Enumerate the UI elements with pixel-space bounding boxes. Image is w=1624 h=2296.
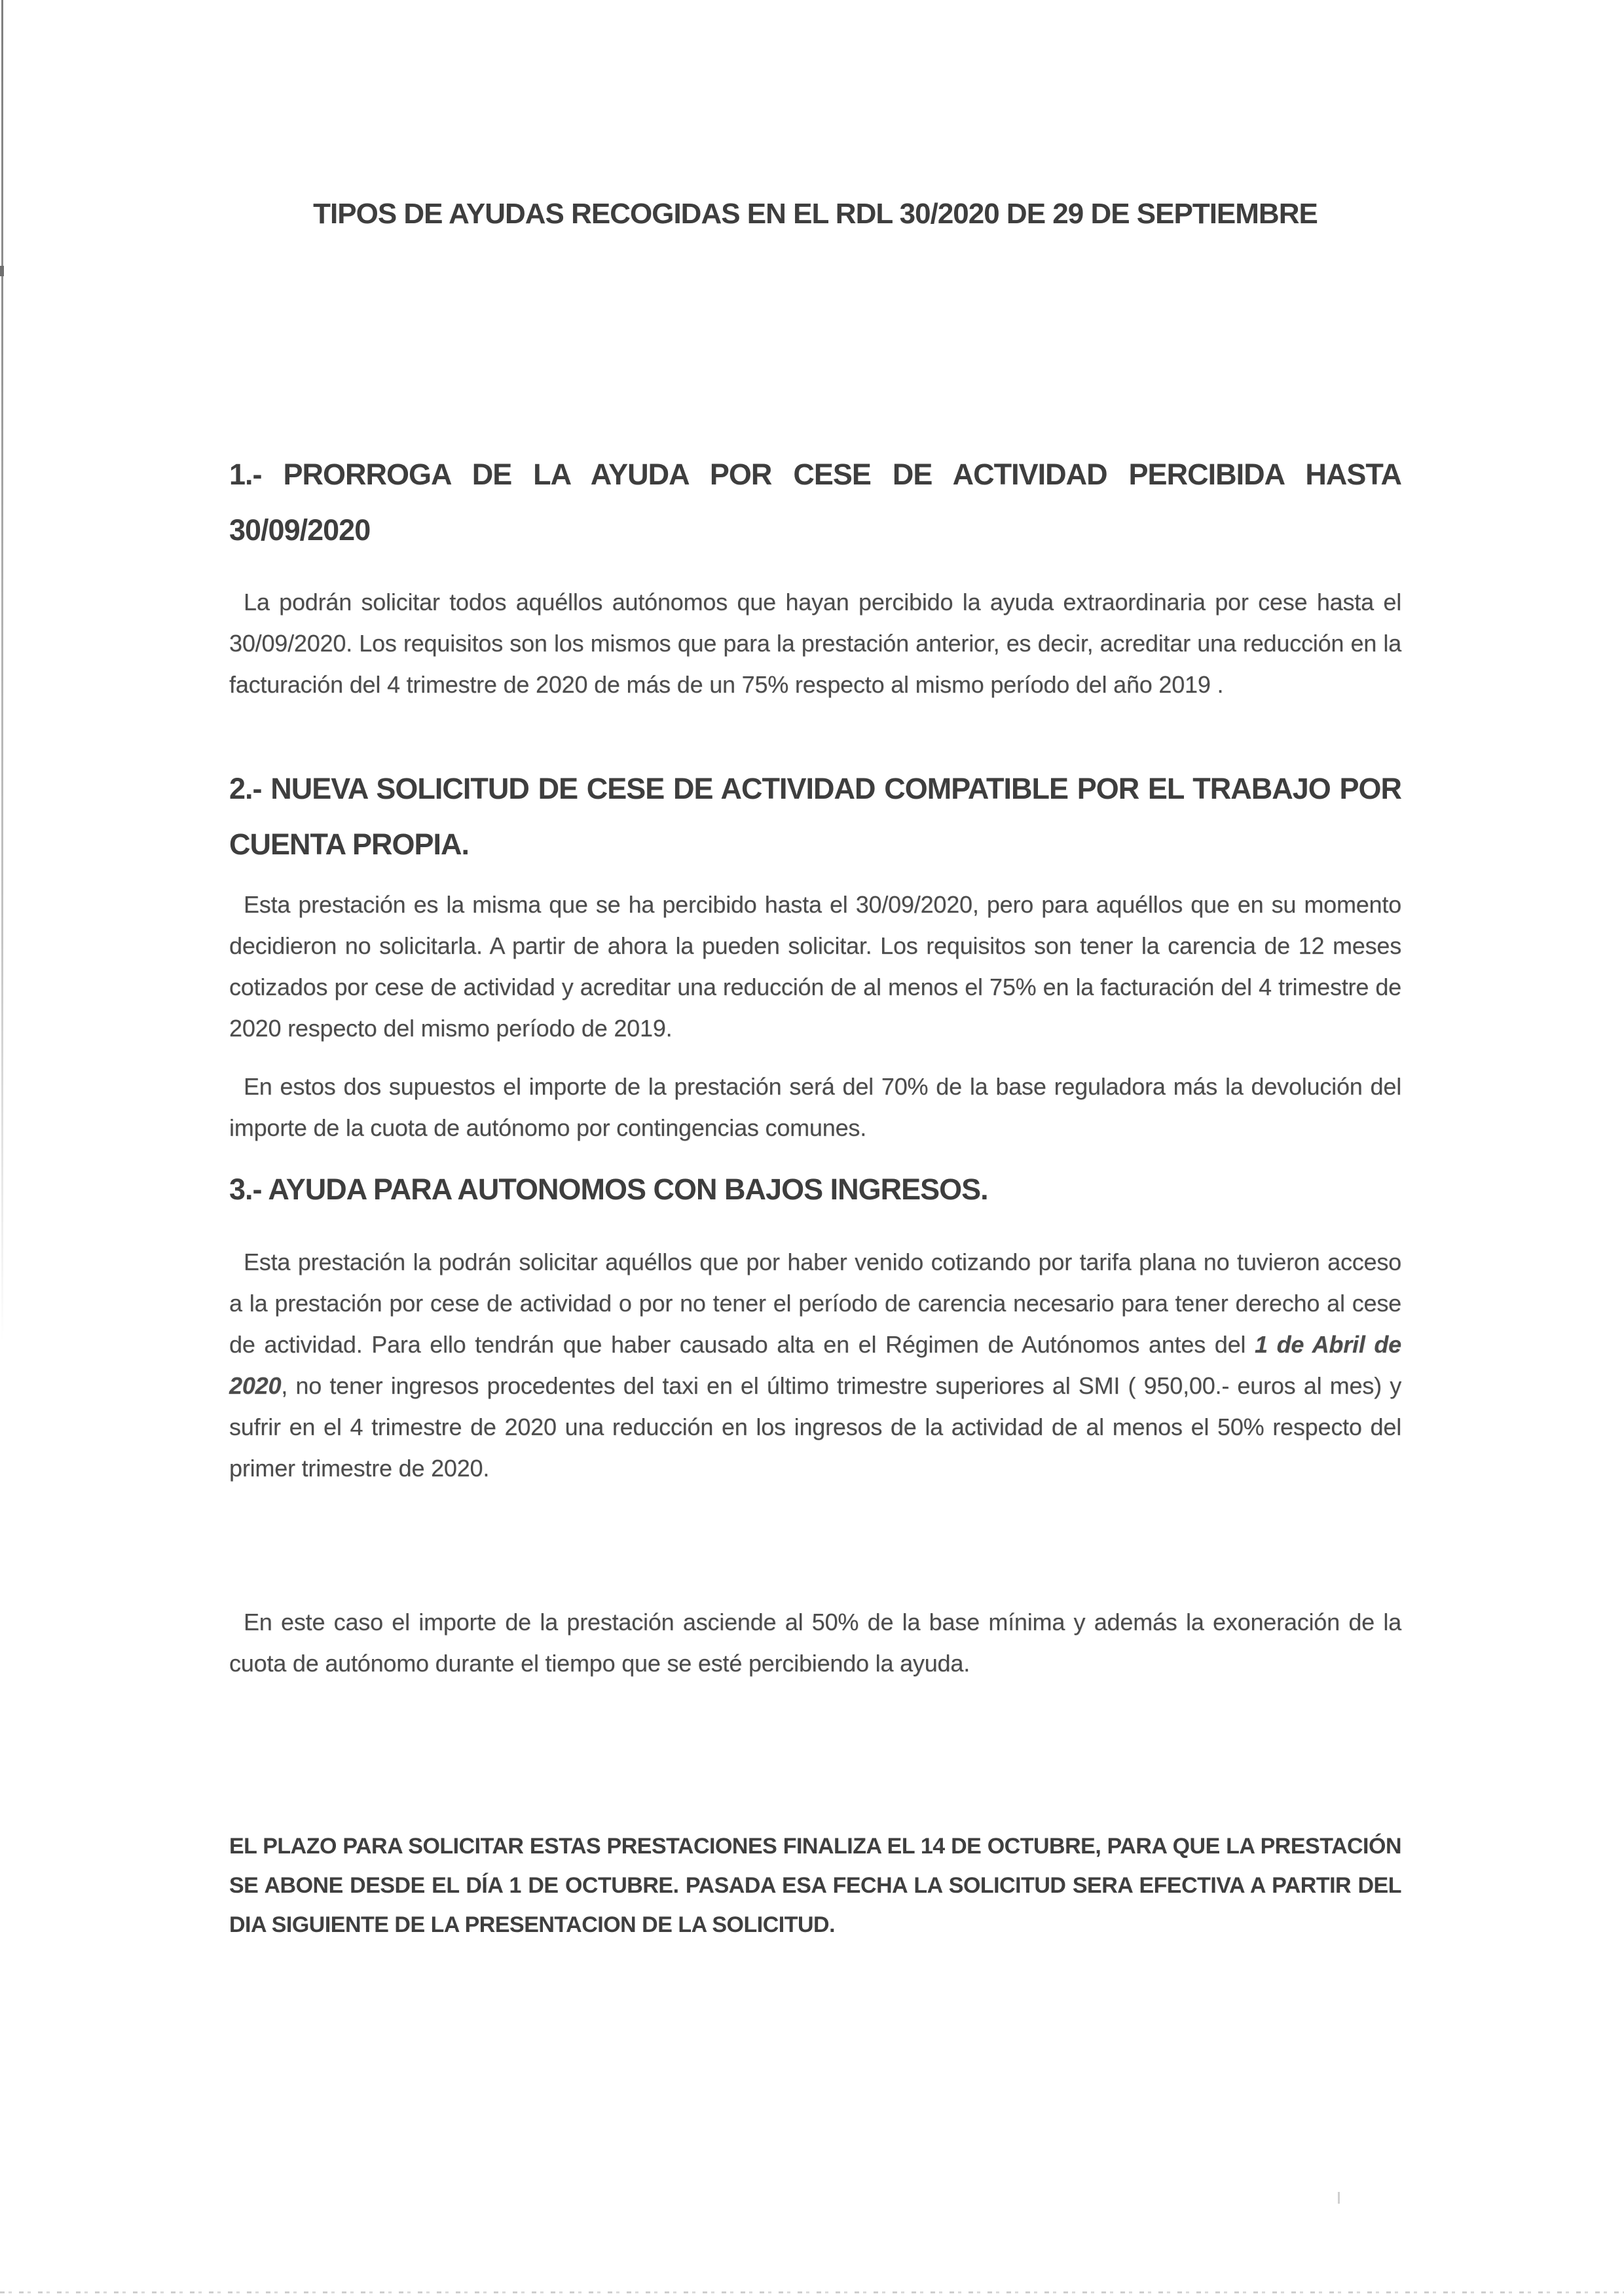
section-1-heading: 1.- PRORROGA DE LA AYUDA POR CESE DE ACTIVIDAD PERCIBIDA HASTA 30/09/2020 [229, 458, 1401, 547]
section-1-paragraph-1: La podrán solicitar todos aquéllos autónomos que hayan percibido la ayuda extraordinaria por cese hasta el 30/09/2020. Los requisitos son los mismos que para la prestación anterior, es decir, acreditar una reducción en la facturación del 4 trimestre de 2020 de más de un 75% respecto al mismo período del año 2019 . [229, 589, 1401, 698]
scan-artifact-left-speck [0, 266, 4, 276]
section-3-paragraph-1-text-after: , no tener ingresos procedentes del taxi en el último trimestre superiores al SMI ( 950,00.- euros al mes) y sufrir en el 4 trimestre de 2020 una reducción en los ingresos de la actividad de al menos el 50% respecto del primer trimestre de 2020. [229, 1372, 1401, 1482]
section-2-heading: 2.- NUEVA SOLICITUD DE CESE DE ACTIVIDAD COMPATIBLE POR EL TRABAJO POR CUENTA PROPIA. [229, 772, 1401, 861]
section-2-paragraph-2: En estos dos supuestos el importe de la prestación será del 70% de la base reguladora más la devolución del importe de la cuota de autónomo por contingencias comunes. [229, 1073, 1401, 1141]
document-title: TIPOS DE AYUDAS RECOGIDAS EN EL RDL 30/2020 DE 29 DE SEPTIEMBRE [313, 198, 1318, 230]
scan-artifact-left-edge-line [1, 0, 3, 1342]
scan-artifact-bottom-noise [0, 2291, 1624, 2293]
deadline-notice: EL PLAZO PARA SOLICITAR ESTAS PRESTACIONES FINALIZA EL 14 DE OCTUBRE, PARA QUE LA PRESTACIÓN SE ABONE DESDE EL DÍA 1 DE OCTUBRE. PASADA ESA FECHA LA SOLICITUD SERA EFECTIVA A PARTIR DEL DIA SIGUIENTE DE LA PRESENTACION DE LA SOLICITUD. [229, 1834, 1401, 1937]
section-3-paragraph-1 [229, 1241, 1401, 1489]
section-3-paragraph-1-text-before: Esta prestación la podrán solicitar aquéllos que por haber venido cotizando por tarifa plana no tuvieron acceso a la prestación por cese de actividad o por no tener el período de carencia necesario para tener derecho al cese de actividad. Para ello tendrán que haber causado alta en el Régimen de Autónomos antes del [229, 1248, 1401, 1358]
section-3-heading: 3.- AYUDA PARA AUTONOMOS CON BAJOS INGRESOS. [229, 1173, 988, 1206]
scan-artifact-small-tick [1338, 2192, 1340, 2204]
section-2-paragraph-1: Esta prestación es la misma que se ha percibido hasta el 30/09/2020, pero para aquéllos que en su momento decidieron no solicitarla. A partir de ahora la pueden solicitar. Los requisitos son tener la carencia de 12 meses cotizados por cese de actividad y acreditar una reducción de al menos el 75% en la facturación del 4 trimestre de 2020 respecto del mismo período de 2019. [229, 891, 1401, 1042]
section-3-paragraph-2: En este caso el importe de la prestación asciende al 50% de la base mínima y además la exoneración de la cuota de autónomo durante el tiempo que se esté percibiendo la ayuda. [229, 1609, 1401, 1677]
section-3-paragraph-1-date-emphasis: 1 de Abril de 2020 [229, 1331, 1401, 1399]
